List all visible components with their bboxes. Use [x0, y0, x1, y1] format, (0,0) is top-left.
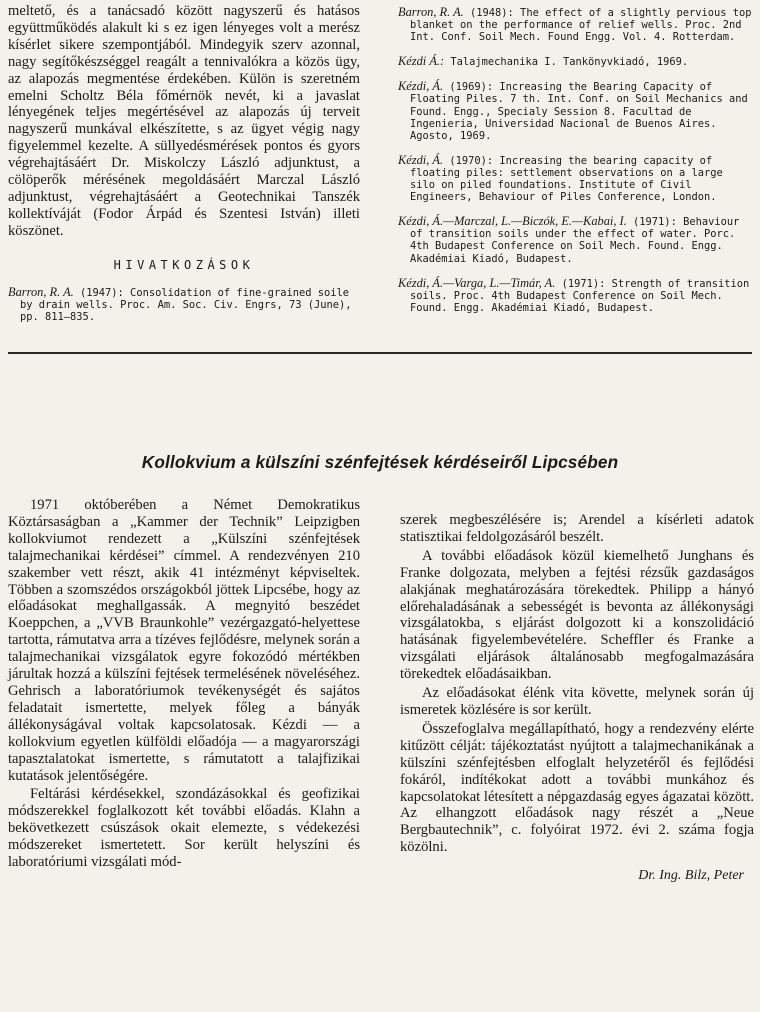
- article-paragraph: Összefoglalva megállapítható, hogy a rendezvény elérte kitűzött célját: tájékoztatást nyújtott a talajmechanikának a külszíni szénfejtésben elfoglalt helyzetéről és fejlődési fokáról, indítékokat adott a további munkához és kapcsolatokat létesített a népgazdaság egyes ágazatai között. Az elhangzott előadások nagy részét a „Neue Bergbautechnik”, c. folyóirat 1972. évi 2. száma fogja közölni.: [400, 720, 754, 856]
- article-paragraph: Feltárási kérdésekkel, szondázásokkal és geofizikai módszerekkel foglalkozott két további előadás. Klahn a bekövetkezett csúszások okait elemezte, s védekezési módszereket ismertetett. Sor került helyszíni és laboratóriumi vizsgálati mód-: [8, 786, 360, 871]
- reference-author: Kézdi, Á.: [398, 152, 444, 167]
- reference-author: Kézdi Á.:: [398, 54, 445, 69]
- top-left-column: [8, 3, 360, 335]
- reference-author: Barron, R. A.: [398, 5, 464, 19]
- article-paragraph: szerek megbeszélésére is; Arendel a kísérleti adatok statisztikai feldolgozásáról beszélt.: [400, 512, 754, 545]
- reference-text: (1969): Increasing the Bearing Capacity of Floating Piles. 7 th. Int. Conf. on Soil Mechanics and Found. Engg., Specialy Session 8. Facultad de Ingenieria, Universidad Nacional de Buenos Aires. Agosto, 1969.: [410, 81, 748, 142]
- section-divider: [8, 352, 752, 354]
- article-header: [0, 452, 760, 473]
- reference-text: (1948): The effect of a slightly pervious top blanket on the performance of relief wells. Proc. 2nd Int. Conf. Soil Mech. Found Engg. Vol. 4. Rotterdam.: [410, 7, 752, 44]
- article-title: Kollokvium a külszíni szénfejtések kérdéseiről Lipcsében: [141, 452, 619, 472]
- article-paragraph: 1971 októberében a Német Demokratikus Köztársaságban a „Kammer der Technik” Leipzigben kollokviumot rendezett a „Külszíni szénfejtések talajmechanikai kérdései” címmel. A rendezvényen 210 szakember vett részt, akik 41 intézményt képviseltek. Többen a szomszédos országokból jöttek Lipcsébe, hogy az előadásokat meghallgassák. A megnyitó beszédet Koeppchen, a „VVB Braunkohle” vezérgazgató-helyettese tartotta, rámutatva arra a tízéves fejlődésre, melynek során a talajmechanikai vizsgálatok egyre fokozódó mértékben járultak hozzá a külszíni fejtések termelésének növeléséhez. Gehrisch a laboratóriumok tevékenységét és sajátos feladatait ismertette, melyek főleg a bányák állékonyságával voltak kapcsolatosak. Kézdi — a kollokvium egyetlen külföldi előadója — a magyarországi tapasztalatokat ismertette, s rámutatott a talajfizikai kutatások jelentőségére.: [8, 497, 360, 784]
- reference-item: [398, 154, 754, 203]
- reference-item: [398, 55, 754, 68]
- article-paragraph: A további előadások közül kiemelhető Junghans és Franke dolgozata, melyben a fejtési rézsűk gazdaságos alakjának meghatározására törekedtek. Philipp a hányó előrehaladásának a sebességét is bevonta az állékonysági vizsgálatokba, s eljárást dolgozott ki a konszolidáció hatásának figyelembevételére. Scheffler és Franke a vizsgálati eljárások általánosabb megfogalmazására törekedtek előadásaikban.: [400, 547, 754, 683]
- references-heading: HIVATKOZÁSOK: [113, 257, 255, 272]
- reference-author: Kézdi, Á.—Marczal, L.—Biczók, E.—Kabai, I.: [398, 214, 627, 229]
- author-signature: Dr. Ing. Bilz, Peter: [638, 868, 744, 884]
- reference-item: [398, 6, 754, 43]
- article-paragraph: Az előadásokat élénk vita követte, melynek során új ismeretek közlésére is sor került.: [400, 685, 754, 718]
- reference-author: Kézdi, Á.: [398, 79, 444, 94]
- article-left-column: [8, 497, 360, 871]
- top-right-references: [398, 6, 754, 326]
- reference-item: [398, 277, 754, 314]
- reference-item: [8, 286, 360, 323]
- reference-author: Barron, R. A.: [8, 284, 74, 299]
- reference-text: (1970): Increasing the bearing capacity of floating piles: settlement observations on a large silo on piled foundations. Institute of Civil Engineers, Behaviour of Piles Conference, London.: [410, 154, 723, 204]
- reference-item: [398, 215, 754, 264]
- reference-text: (1947): Consolidation of fine-grained soile by drain wells. Proc. Am. Soc. Civ. Engrs, 73 (June), pp. 811—835.: [20, 286, 352, 323]
- reference-item: [398, 80, 754, 141]
- acknowledgement-paragraph: meltető, és a tanácsadó között nagyszerű és hatásos együttműködés alakult ki s ez igen lényeges volt a merész kísérlet sikere szempontjából. Mindegyik szerv azonnal, nagy segítőkészséggel reagált a tennivalókra a közös ügy, az alapozás megmentése érdekében. Külön is szeretném emelni Scholtz Béla főmérnök nevét, ki a javaslat lényegének teljes megértésével az alapozás új terveit nagyszerű munkával elkészítette, s az ügyet végig nagy figyelemmel kezelte. A süllyedésmérések pontos és gyors végrehajtásáért Dr. Miskolczy László adjunktust, a cölöperők mérésének megoldásáért Marczal László adjunktust, végrehajtásáért a Geotechnikai Tanszék kollektíváját (Fodor Árpád és Szentesi István) illeti köszönet.: [8, 3, 360, 239]
- reference-text: Talajmechanika I. Tankönyvkiadó, 1969.: [450, 56, 689, 69]
- reference-text: (1971): Behaviour of transition soils under the effect of water. Porc. 4th Budapest Conference on Soil Mech. Found. Engg. Akadémiai Kiadó, Budapest.: [410, 216, 740, 265]
- reference-author: Kézdi, Á.—Varga, L.—Timár, A.: [398, 275, 556, 290]
- reference-text: (1971): Strength of transition soils. Proc. 4th Budapest Conference on Soil Mech. Found. Engg. Akadémiai Kiadó, Budapest.: [410, 277, 750, 314]
- article-right-column: [400, 512, 754, 884]
